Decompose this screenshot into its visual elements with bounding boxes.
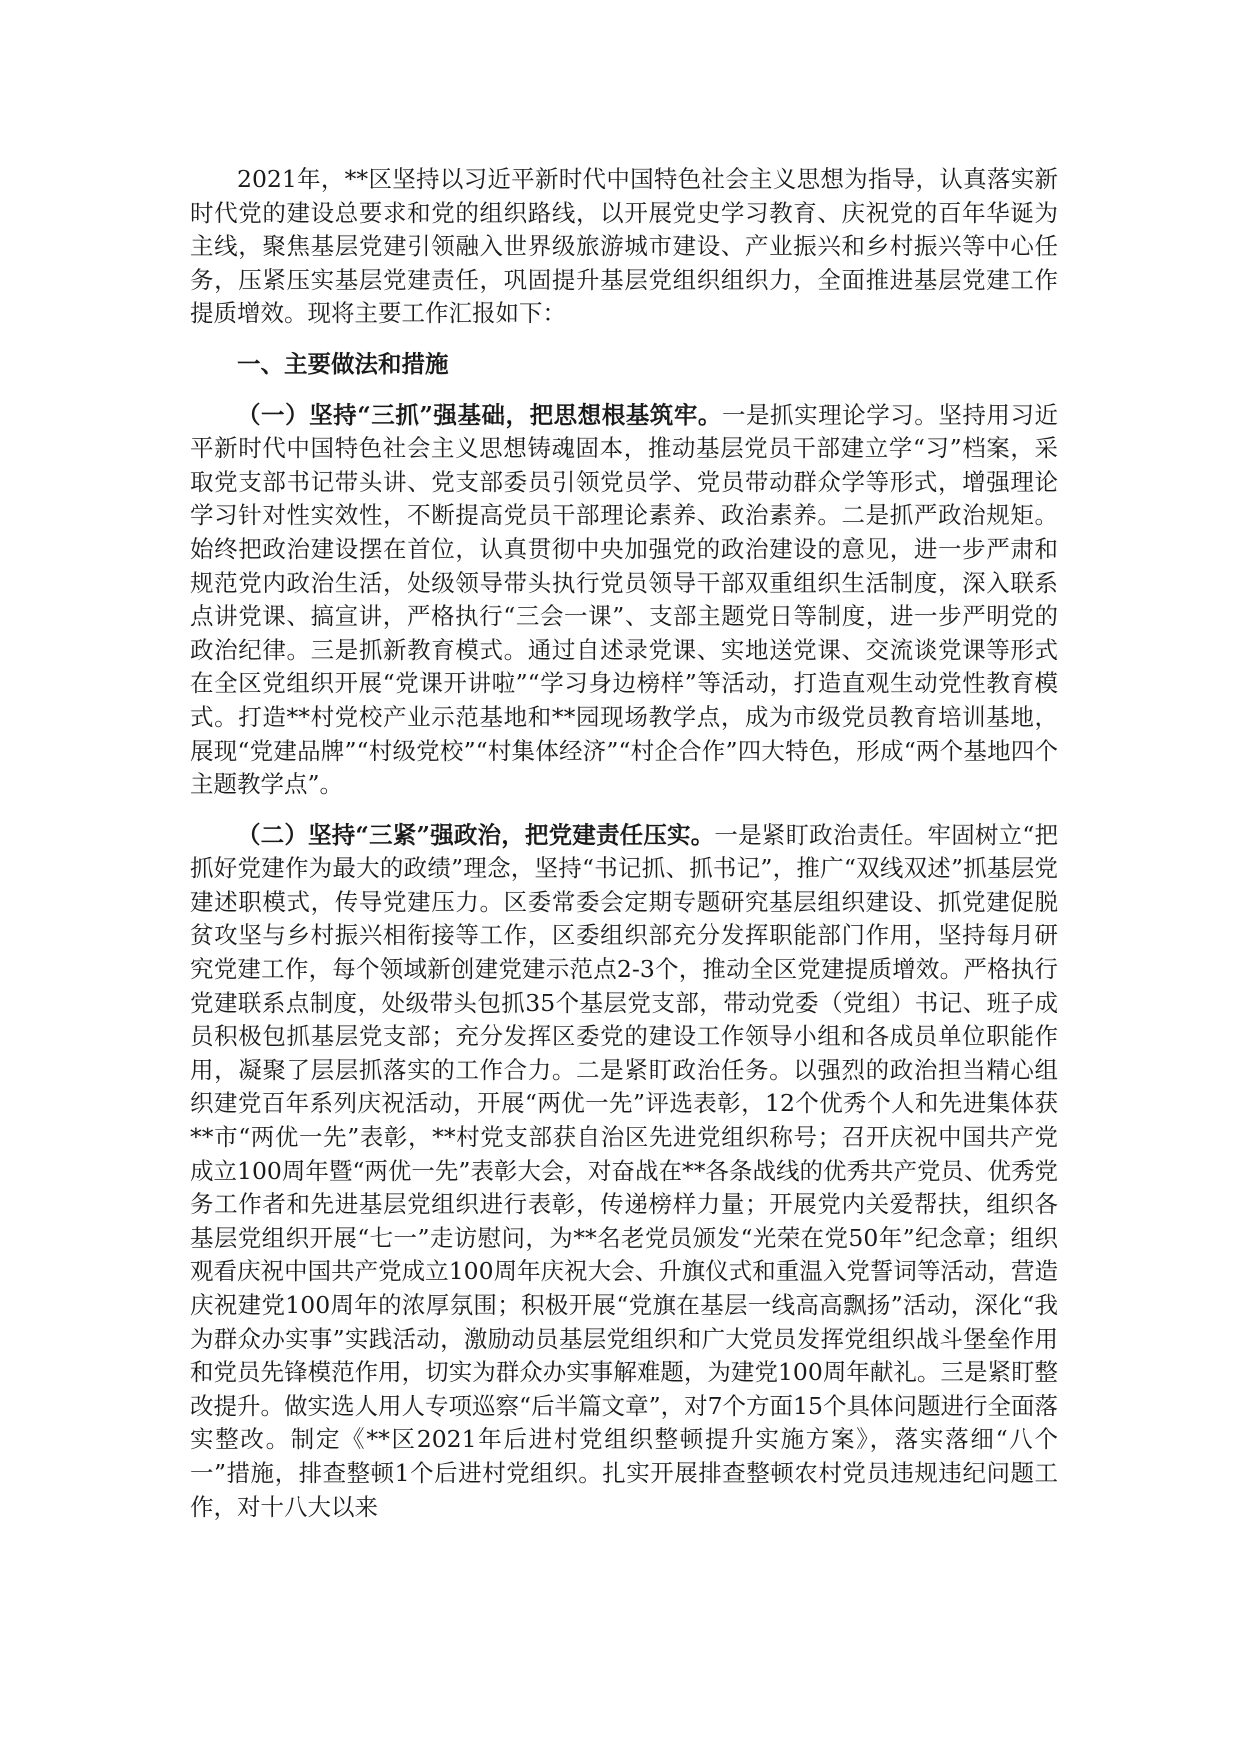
subsection-1-paragraph xyxy=(190,399,1058,802)
subsection-2-body: 一是紧盯政治责任。牢固树立“把抓好党建作为最大的政绩”理念，坚持“书记抓、抓书记”，推广“双线双述”抓基层党建述职模式，传导党建压力。区委常委会定期专题研究基层组织建设、抓党建促脱贫攻坚与乡村振兴相衔接等工作，区委组织部充分发挥职能部门作用，坚持每月研究党建工作，每个领域新创建党建示范点2-3个，推动全区党建提质增效。严格执行党建联系点制度，处级带头包抓35个基层党支部，带动党委（党组）书记、班子成员积极包抓基层党支部；充分发挥区委党的建设工作领导小组和各成员单位职能作用，凝聚了层层抓落实的工作合力。二是紧盯政治任务。以强烈的政治担当精心组织建党百年系列庆祝活动，开展“两优一先”评选表彰，12个优秀个人和先进集体获**市“两优一先”表彰，**村党支部获自治区先进党组织称号；召开庆祝中国共产党成立100周年暨“两优一先”表彰大会，对奋战在**各条战线的优秀共产党员、优秀党务工作者和先进基层党组织进行表彰，传递榜样力量；开展党内关爱帮扶，组织各基层党组织开展“七一”走访慰问，为**名老党员颁发“光荣在党50年”纪念章；组织观看庆祝中国共产党成立100周年庆祝大会、升旗仪式和重温入党誓词等活动，营造庆祝建党100周年的浓厚氛围；积极开展“党旗在基层一线高高飘扬”活动，深化“我为群众办实事”实践活动，激励动员基层党组织和广大党员发挥党组织战斗堡垒作用和党员先锋模范作用，切实为群众办实事解难题，为建党100周年献礼。三是紧盯整改提升。做实选人用人专项巡察“后半篇文章”，对7个方面15个具体问题进行全面落实整改。制定《**区2021年后进村党组织整顿提升实施方案》，落实落细“八个一”措施，排查整顿1个后进村党组织。扎实开展排查整顿农村党员违规违纪问题工作，对十八大以来 xyxy=(190,820,1058,1521)
subsection-1-body: 一是抓实理论学习。坚持用习近平新时代中国特色社会主义思想铸魂固本，推动基层党员干部建立学“习”档案，采取党支部书记带头讲、党支部委员引领党员学、党员带动群众学等形式，增强理论学习针对性实效性，不断提高党员干部理论素养、政治素养。二是抓严政治规矩。始终把政治建设摆在首位，认真贯彻中央加强党的政治建设的意见，进一步严肃和规范党内政治生活，处级领导带头执行党员领导干部双重组织生活制度，深入联系点讲党课、搞宣讲，严格执行“三会一课”、支部主题党日等制度，进一步严明党的政治纪律。三是抓新教育模式。通过自述录党课、实地送党课、交流谈党课等形式在全区党组织开展“党课开讲啦”“学习身边榜样”等活动，打造直观生动党性教育模式。打造**村党校产业示范基地和**园现场教学点，成为市级党员教育培训基地，展现“党建品牌”“村级党校”“村集体经济”“村企合作”四大特色，形成“两个基地四个主题教学点”。 xyxy=(190,400,1058,799)
intro-paragraph: 2021年，**区坚持以习近平新时代中国特色社会主义思想为指导，认真落实新时代党的建设总要求和党的组织路线，以开展党史学习教育、庆祝党的百年华诞为主线，聚焦基层党建引领融入世界级旅游城市建设、产业振兴和乡村振兴等中心任务，压紧压实基层党建责任，巩固提升基层党组织组织力，全面推进基层党建工作提质增效。现将主要工作汇报如下： xyxy=(190,165,1058,328)
subsection-2-heading: （二）坚持“三紧”强政治，把党建责任压实。 xyxy=(237,820,715,849)
document-page xyxy=(190,163,1058,1524)
section-heading-main-practices: 一、主要做法和措施 xyxy=(237,349,449,378)
subsection-1-heading: （一）坚持“三抓”强基础，把思想根基筑牢。 xyxy=(237,400,722,429)
subsection-2-paragraph xyxy=(190,819,1058,1524)
